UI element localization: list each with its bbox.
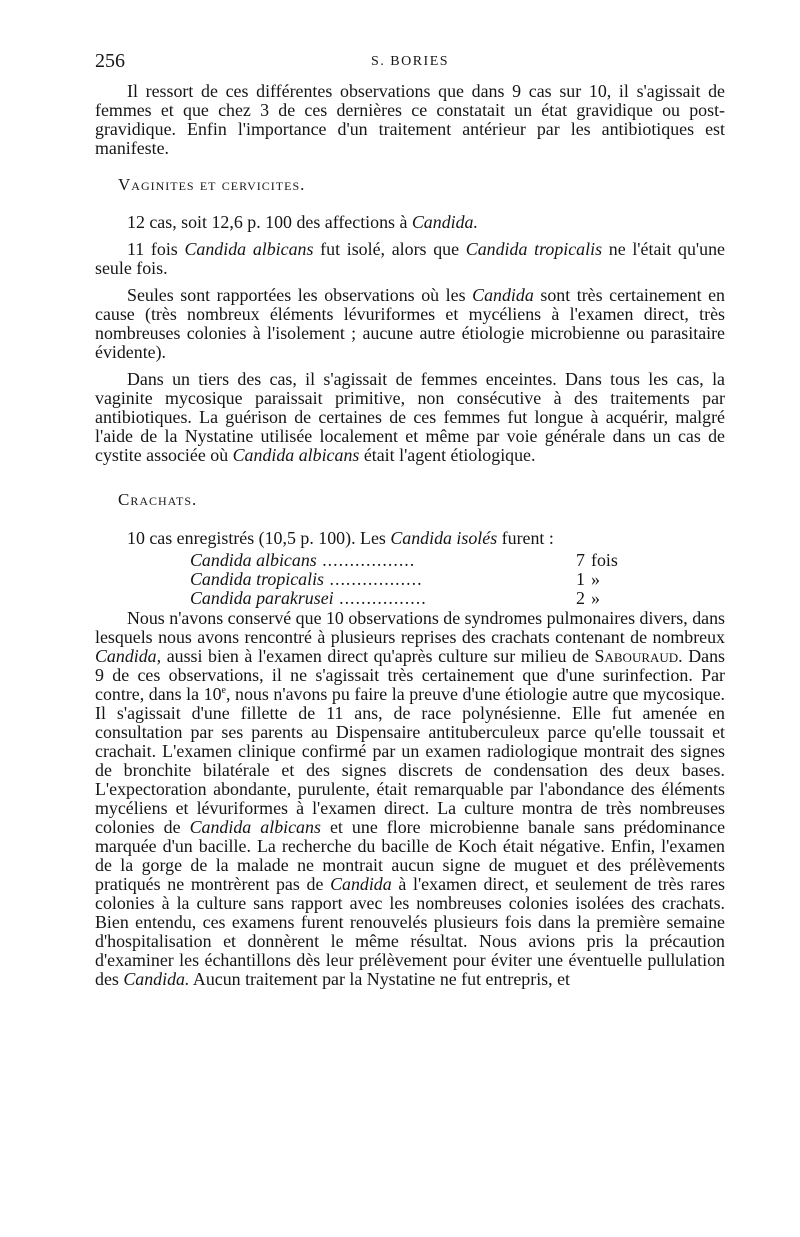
page bbox=[95, 48, 725, 989]
paragraph: Dans un tiers des cas, il s'agissait de femmes enceintes. Dans tous les cas, la vaginite mycosique paraissait primitive, non consécutive à des traitements par antibiotiques. La guérison de certaines de ces femmes fut longue à acquérir, malgré l'aide de la Nystatine utilisée localement et même par voie générale dans un cas de cystite associée où Candida albicans était l'agent étiologique. bbox=[95, 369, 725, 465]
running-author: S. BORIES bbox=[370, 54, 450, 69]
list-item: Candida tropicalis ................. 1 » bbox=[190, 569, 600, 589]
paragraph: Seules sont rapportées les observations où les Candida sont très certainement en cause (très nombreux éléments lévuriformes et mycéliens à l'examen direct, très nombreuses colonies à l'isolement ; aucune autre étiologie microbienne ou parasitaire évidente). bbox=[95, 285, 726, 362]
page-number: 256 bbox=[95, 50, 125, 72]
paragraph: 11 fois Candida albicans fut isolé, alors que Candida tropicalis ne l'était qu'une seule fois. bbox=[95, 239, 725, 278]
paragraph: Nous n'avons conservé que 10 observations de syndromes pulmonaires divers, dans lesquels nous avons rencontré à plusieurs reprises des crachats contenant de nombreux Candida, aussi bien à l'examen direct qu'après culture sur milieu de Sabouraud. Dans 9 de ces observations, il ne s'agissait très certainement que d'une surinfection. Par contre, dans la 10e, nous n'avons pu faire la preuve d'une étiologie autre que mycosique. Il s'agissait d'une fillette de 11 ans, de race polynésienne. Elle fut amenée en consultation par ses parents au Dispensaire antituberculeux parce qu'elle toussait et crachait. L'examen clinique confirmé par un examen radiologique montrait des signes de bronchite bilatérale et des signes discrets de condensation des deux bases. L'expectoration abondante, purulente, était remarquable par l'abondance des éléments mycéliens et lévuriformes à l'examen direct. La culture montra de très nombreuses colonies de Candida albicans et une flore microbienne banale sans prédominance marquée d'un bacille. La recherche du bacille de Koch était négative. Enfin, l'examen de la gorge de la malade ne montrait aucun signe de muguet et des prélèvements pratiqués ne montrèrent pas de Candida à l'examen direct, et seulement de très rares colonies à la culture sans rapport avec les nombreuses colonies isolées des crachats. Bien entendu, ces examens furent renouvelés plusieurs fois dans la première semaine d'hospitalisation et donnèrent le même résultat. Nous avions pris la précaution d'examiner les échantillons dès leur prélèvement pour éviter une éventuelle pullulation des Candida. Aucun traitement par la Nystatine ne fut entrepris, et bbox=[95, 608, 726, 989]
list-item: Candida albicans ................. 7 fois bbox=[190, 550, 618, 570]
running-header bbox=[95, 48, 725, 82]
paragraph: 12 cas, soit 12,6 p. 100 des affections à Candida. bbox=[127, 212, 478, 232]
species-list bbox=[95, 550, 725, 607]
section-heading-crachats: Crachats. bbox=[118, 490, 198, 509]
paragraph: 10 cas enregistrés (10,5 p. 100). Les Candida isolés furent : bbox=[127, 528, 554, 548]
list-item: Candida parakrusei ................ 2 » bbox=[190, 588, 600, 608]
section-heading-vaginites: Vaginites et cervicites. bbox=[118, 175, 306, 194]
intro-paragraph: Il ressort de ces différentes observations que dans 9 cas sur 10, il s'agissait de femmes et que chez 3 de ces dernières ce constatait un état gravidique ou post-gravidique. Enfin l'importance d'un traitement antérieur par les antibiotiques est manifeste. bbox=[95, 81, 725, 158]
